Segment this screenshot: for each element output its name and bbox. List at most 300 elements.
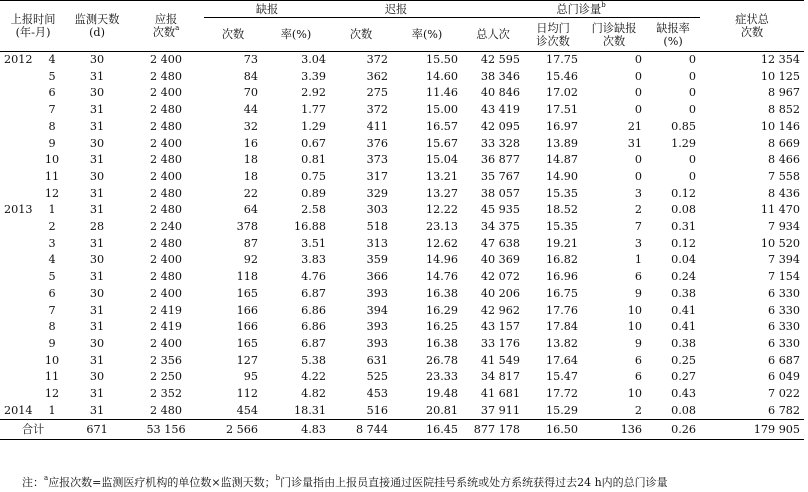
row-total-visits: 40 206 <box>480 286 521 300</box>
row-daily-average: 17.72 <box>546 387 579 401</box>
row-symptom-total: 11 470 <box>760 203 801 217</box>
table-row <box>0 169 804 186</box>
row-missing-rate: 6.87 <box>301 286 327 300</box>
row-expected: 2 480 <box>150 119 183 133</box>
row-month: 11 <box>44 370 60 384</box>
row-daily-average: 17.02 <box>546 86 579 100</box>
row-year <box>0 286 38 303</box>
row-daily-average: 16.97 <box>546 119 579 133</box>
header-expected-line1: 应报 <box>154 13 178 26</box>
row-daily-average: 15.46 <box>546 69 579 83</box>
row-clinic-missing: 6 <box>634 370 643 384</box>
row-daily-average: 14.90 <box>546 169 579 183</box>
row-month: 5 <box>48 69 56 83</box>
row-days: 31 <box>89 153 105 167</box>
row-days: 31 <box>89 103 105 117</box>
header-symptom-line2: 次数 <box>740 26 764 39</box>
row-missing-rate: 0.67 <box>301 136 327 150</box>
header-report-time-line1: 上报时间 <box>10 13 56 26</box>
header-daily-average <box>524 18 582 52</box>
table-row <box>0 303 804 320</box>
table-row <box>0 369 804 386</box>
row-missing-rate: 4.22 <box>301 370 327 384</box>
row-total-visits: 37 911 <box>480 403 521 417</box>
row-missing-count: 165 <box>236 336 259 350</box>
header-clinic-missing-line1: 门诊缺报 <box>591 21 637 35</box>
row-total-visits: 43 157 <box>480 320 521 334</box>
row-missing-rate: 6.86 <box>301 303 327 317</box>
row-year <box>0 236 38 253</box>
row-expected: 2 352 <box>150 387 183 401</box>
row-missing-count: 112 <box>236 387 259 401</box>
header-clinic-missing-line2: 次数 <box>602 34 626 48</box>
row-total-visits: 42 072 <box>480 270 521 284</box>
row-clinic-missing-rate: 0.12 <box>671 186 697 200</box>
row-year <box>0 136 38 153</box>
row-total-visits: 33 328 <box>480 136 521 150</box>
row-year <box>0 269 38 286</box>
row-expected: 2 240 <box>150 220 183 234</box>
row-missing-count: 18 <box>243 153 259 167</box>
row-symptom-total: 7 022 <box>768 387 801 401</box>
row-year <box>0 85 38 102</box>
row-daily-average: 17.64 <box>546 353 579 367</box>
row-days: 31 <box>89 270 105 284</box>
header-symptom-line1: 症状总 <box>735 13 769 26</box>
row-missing-count: 118 <box>236 270 259 284</box>
header-late-count: 次数 <box>330 18 392 52</box>
row-total-visits: 40 369 <box>480 253 521 267</box>
row-total-visits: 33 176 <box>480 336 521 350</box>
row-year <box>0 319 38 336</box>
row-year <box>0 252 38 269</box>
header-missing-rate: 率(%) <box>262 18 330 52</box>
row-missing-rate: 18.31 <box>294 403 327 417</box>
row-symptom-total: 8 669 <box>768 136 801 150</box>
row-clinic-missing-rate: 0 <box>688 169 697 183</box>
header-monitor-days <box>66 1 128 52</box>
row-late-count: 453 <box>366 387 389 401</box>
header-late-rate: 率(%) <box>392 18 462 52</box>
header-report-time-line2: (年-月) <box>15 26 51 39</box>
row-total-visits: 42 095 <box>480 119 521 133</box>
row-late-count: 313 <box>366 236 389 250</box>
row-year: 2012 <box>4 53 33 66</box>
row-late-rate: 13.21 <box>426 169 459 183</box>
total-symptom: 179 905 <box>700 420 804 440</box>
row-year <box>0 186 38 203</box>
row-month: 11 <box>44 169 60 183</box>
row-clinic-missing: 9 <box>634 286 643 300</box>
row-clinic-missing: 9 <box>634 336 643 350</box>
row-daily-average: 16.96 <box>546 270 579 284</box>
table-row <box>0 269 804 286</box>
row-expected: 2 480 <box>150 186 183 200</box>
row-late-rate: 15.50 <box>426 53 459 66</box>
row-missing-count: 22 <box>243 186 259 200</box>
table-row <box>0 353 804 370</box>
header-symptom-total <box>700 1 804 52</box>
row-clinic-missing-rate: 0.27 <box>671 370 697 384</box>
row-month: 7 <box>48 303 56 317</box>
row-late-count: 362 <box>366 69 389 83</box>
row-year: 2014 <box>4 403 33 417</box>
row-clinic-missing: 10 <box>627 303 643 317</box>
total-expected: 53 156 <box>128 420 204 440</box>
footnote-prefix: 注： <box>22 476 44 489</box>
row-late-count: 329 <box>366 186 389 200</box>
row-clinic-missing: 31 <box>627 136 643 150</box>
table-body <box>0 52 804 420</box>
row-late-count: 394 <box>366 303 389 317</box>
row-daily-average: 17.84 <box>546 320 579 334</box>
row-daily-average: 18.52 <box>546 203 579 217</box>
row-year <box>0 152 38 169</box>
row-missing-rate: 4.82 <box>301 387 327 401</box>
row-clinic-missing-rate: 0.08 <box>671 203 697 217</box>
row-late-count: 393 <box>366 336 389 350</box>
row-late-count: 317 <box>366 169 389 183</box>
row-month: 9 <box>48 336 56 350</box>
row-symptom-total: 6 782 <box>768 403 801 417</box>
row-days: 31 <box>89 186 105 200</box>
row-days: 31 <box>89 403 105 417</box>
row-year <box>0 369 38 386</box>
footnote-b-mark: b <box>275 474 281 482</box>
row-late-rate: 15.00 <box>426 103 459 117</box>
row-late-count: 631 <box>366 353 389 367</box>
row-missing-rate: 5.38 <box>301 353 327 367</box>
row-daily-average: 15.47 <box>546 370 579 384</box>
row-total-visits: 38 057 <box>480 186 521 200</box>
row-late-rate: 11.46 <box>426 86 459 100</box>
table-row <box>0 219 804 236</box>
row-total-visits: 34 817 <box>480 370 521 384</box>
header-clinic-rate-line2: (%) <box>663 34 683 48</box>
row-symptom-total: 6 049 <box>768 370 801 384</box>
row-daily-average: 17.51 <box>546 103 579 117</box>
row-late-rate: 19.48 <box>426 387 459 401</box>
table-row <box>0 152 804 169</box>
row-clinic-missing: 2 <box>634 403 643 417</box>
row-missing-rate: 4.76 <box>301 270 327 284</box>
row-daily-average: 13.82 <box>546 336 579 350</box>
row-daily-average: 16.75 <box>546 286 579 300</box>
table-row <box>0 386 804 403</box>
footnote-b-marker: b <box>601 0 606 9</box>
row-month: 10 <box>44 353 60 367</box>
row-expected: 2 400 <box>150 53 183 66</box>
total-label: 合计 <box>0 420 66 440</box>
row-late-rate: 16.29 <box>426 303 459 317</box>
row-month: 9 <box>48 136 56 150</box>
header-missing-count: 次数 <box>204 18 262 52</box>
row-days: 31 <box>89 119 105 133</box>
row-symptom-total: 10 146 <box>760 119 801 133</box>
row-clinic-missing: 0 <box>634 86 643 100</box>
row-days: 30 <box>89 169 105 183</box>
row-symptom-total: 7 934 <box>768 220 801 234</box>
row-clinic-missing: 3 <box>634 186 643 200</box>
row-days: 30 <box>89 370 105 384</box>
table-row <box>0 52 804 69</box>
row-month: 8 <box>48 119 56 133</box>
row-days: 30 <box>89 253 105 267</box>
row-expected: 2 400 <box>150 86 183 100</box>
row-missing-rate: 1.77 <box>301 103 327 117</box>
row-missing-rate: 0.75 <box>301 169 327 183</box>
row-clinic-missing-rate: 0.08 <box>671 403 697 417</box>
row-daily-average: 19.21 <box>546 236 579 250</box>
row-expected: 2 480 <box>150 69 183 83</box>
row-year <box>0 69 38 86</box>
row-year <box>0 102 38 119</box>
footnote-a-marker: a <box>175 24 180 32</box>
row-symptom-total: 6 330 <box>768 303 801 317</box>
row-days: 31 <box>89 353 105 367</box>
row-clinic-missing: 2 <box>634 203 643 217</box>
header-clinic-rate-line1: 缺报率 <box>656 21 690 35</box>
row-missing-count: 166 <box>236 320 259 334</box>
row-daily-average: 15.29 <box>546 403 579 417</box>
row-late-count: 516 <box>366 403 389 417</box>
row-missing-rate: 3.83 <box>301 253 327 267</box>
row-days: 30 <box>89 286 105 300</box>
row-clinic-missing-rate: 0.25 <box>671 353 697 367</box>
row-year <box>0 219 38 236</box>
row-expected: 2 400 <box>150 336 183 350</box>
row-late-rate: 16.38 <box>426 286 459 300</box>
row-clinic-missing-rate: 0.41 <box>671 303 697 317</box>
row-month: 12 <box>44 186 60 200</box>
footnote-b-text: 门诊量指由上报员直接通过医院挂号系统或处方系统获得过去24 h内的总门诊量 <box>280 476 668 489</box>
row-expected: 2 250 <box>150 370 183 384</box>
row-clinic-missing: 0 <box>634 53 643 66</box>
header-late-group: 迟报 <box>330 1 462 18</box>
row-late-count: 518 <box>366 220 389 234</box>
row-late-rate: 14.76 <box>426 270 459 284</box>
row-late-count: 372 <box>366 103 389 117</box>
row-late-count: 376 <box>366 136 389 150</box>
row-month: 4 <box>48 253 56 267</box>
row-symptom-total: 10 125 <box>760 69 801 83</box>
total-visits: 877 178 <box>462 420 524 440</box>
row-symptom-total: 8 436 <box>768 186 801 200</box>
total-clinic-missing-rate: 0.26 <box>646 420 700 440</box>
total-row <box>0 420 804 440</box>
row-late-count: 366 <box>366 270 389 284</box>
row-missing-rate: 16.88 <box>294 220 327 234</box>
row-missing-rate: 0.89 <box>301 186 327 200</box>
header-daily-line1: 日均门 <box>536 21 570 35</box>
row-late-count: 525 <box>366 370 389 384</box>
row-days: 31 <box>89 236 105 250</box>
row-clinic-missing-rate: 0.31 <box>671 220 697 234</box>
row-year <box>0 336 38 353</box>
row-late-rate: 14.60 <box>426 69 459 83</box>
row-symptom-total: 8 852 <box>768 103 801 117</box>
row-late-rate: 12.62 <box>426 236 459 250</box>
row-clinic-missing: 21 <box>627 119 643 133</box>
row-clinic-missing: 0 <box>634 103 643 117</box>
row-clinic-missing-rate: 0.04 <box>671 253 697 267</box>
row-late-rate: 16.57 <box>426 119 459 133</box>
row-days: 31 <box>89 69 105 83</box>
table-footnote <box>22 474 668 490</box>
row-missing-count: 18 <box>243 169 259 183</box>
row-month: 6 <box>48 86 56 100</box>
row-year <box>0 386 38 403</box>
table-row <box>0 202 804 219</box>
row-missing-count: 44 <box>243 103 259 117</box>
row-late-count: 303 <box>366 203 389 217</box>
table-row <box>0 336 804 353</box>
row-clinic-missing-rate: 0.43 <box>671 387 697 401</box>
row-clinic-missing-rate: 0.24 <box>671 270 697 284</box>
row-symptom-total: 6 330 <box>768 320 801 334</box>
row-month: 7 <box>48 103 56 117</box>
header-clinic-missing-rate <box>646 18 700 52</box>
row-clinic-missing: 0 <box>634 153 643 167</box>
row-month: 5 <box>48 270 56 284</box>
table-row <box>0 286 804 303</box>
row-clinic-missing: 10 <box>627 320 643 334</box>
row-late-rate: 20.81 <box>426 403 459 417</box>
row-missing-rate: 6.86 <box>301 320 327 334</box>
row-symptom-total: 12 354 <box>760 53 801 66</box>
row-clinic-missing-rate: 0 <box>688 53 697 66</box>
table-header <box>0 1 804 52</box>
row-month: 2 <box>48 220 56 234</box>
table-row <box>0 119 804 136</box>
row-late-rate: 12.22 <box>426 203 459 217</box>
row-symptom-total: 7 154 <box>768 270 801 284</box>
row-days: 30 <box>89 136 105 150</box>
row-month: 6 <box>48 286 56 300</box>
row-month: 8 <box>48 320 56 334</box>
total-clinic-missing: 136 <box>582 420 646 440</box>
total-daily-average: 16.50 <box>524 420 582 440</box>
row-total-visits: 42 595 <box>480 53 521 66</box>
row-symptom-total: 7 558 <box>768 169 801 183</box>
row-clinic-missing: 6 <box>634 353 643 367</box>
row-missing-count: 378 <box>236 220 259 234</box>
row-missing-count: 73 <box>243 53 259 66</box>
row-missing-count: 32 <box>243 119 259 133</box>
row-missing-rate: 3.04 <box>301 53 327 66</box>
row-expected: 2 400 <box>150 136 183 150</box>
footnote-a-text: 应报次数=监测医疗机构的单位数×监测天数； <box>48 476 276 489</box>
row-daily-average: 17.76 <box>546 303 579 317</box>
header-clinic-missing <box>582 18 646 52</box>
row-late-rate: 16.38 <box>426 336 459 350</box>
row-clinic-missing-rate: 0 <box>688 103 697 117</box>
row-late-rate: 26.78 <box>426 353 459 367</box>
row-days: 31 <box>89 203 105 217</box>
row-clinic-missing: 0 <box>634 69 643 83</box>
table-row <box>0 236 804 253</box>
footnote-a-mark: a <box>44 474 49 482</box>
total-late-count: 8 744 <box>330 420 392 440</box>
row-late-rate: 23.33 <box>426 370 459 384</box>
row-year: 2013 <box>4 203 33 217</box>
row-clinic-missing-rate: 0.12 <box>671 236 697 250</box>
row-total-visits: 36 877 <box>480 153 521 167</box>
row-total-visits: 40 846 <box>480 86 521 100</box>
row-clinic-missing: 0 <box>634 169 643 183</box>
row-clinic-missing: 3 <box>634 236 643 250</box>
row-total-visits: 43 419 <box>480 103 521 117</box>
row-daily-average: 16.82 <box>546 253 579 267</box>
table-row <box>0 319 804 336</box>
row-late-count: 275 <box>366 86 389 100</box>
row-symptom-total: 7 394 <box>768 253 801 267</box>
total-days: 671 <box>66 420 128 440</box>
row-expected: 2 480 <box>150 236 183 250</box>
row-expected: 2 419 <box>150 320 183 334</box>
row-missing-rate: 2.92 <box>301 86 327 100</box>
row-late-count: 411 <box>366 119 389 133</box>
row-missing-count: 64 <box>243 203 259 217</box>
row-clinic-missing: 7 <box>634 220 643 234</box>
row-year <box>0 119 38 136</box>
row-late-rate: 15.67 <box>426 136 459 150</box>
row-clinic-missing-rate: 0 <box>688 153 697 167</box>
row-late-count: 372 <box>366 53 389 66</box>
total-missing-count: 2 566 <box>204 420 262 440</box>
row-missing-count: 84 <box>243 69 259 83</box>
row-expected: 2 400 <box>150 286 183 300</box>
header-monitor-days-line2: (d) <box>89 26 105 39</box>
total-late-rate: 16.45 <box>392 420 462 440</box>
row-days: 30 <box>89 53 105 66</box>
row-late-rate: 13.27 <box>426 186 459 200</box>
row-total-visits: 42 962 <box>480 303 521 317</box>
row-symptom-total: 10 520 <box>760 236 801 250</box>
row-clinic-missing-rate: 1.29 <box>671 136 697 150</box>
row-total-visits: 41 549 <box>480 353 521 367</box>
header-total-visits: 总人次 <box>462 18 524 52</box>
header-expected-line2: 次数 <box>152 26 176 39</box>
row-expected: 2 400 <box>150 253 183 267</box>
row-month: 4 <box>48 53 56 66</box>
row-clinic-missing-rate: 0 <box>688 69 697 83</box>
row-missing-rate: 2.58 <box>301 203 327 217</box>
row-late-rate: 15.04 <box>426 153 459 167</box>
header-monitor-days-line1: 监测天数 <box>74 13 120 26</box>
row-missing-rate: 3.51 <box>301 236 327 250</box>
row-expected: 2 480 <box>150 103 183 117</box>
header-outpatient-group <box>462 1 700 18</box>
row-clinic-missing-rate: 0.38 <box>671 286 697 300</box>
row-clinic-missing-rate: 0.38 <box>671 336 697 350</box>
row-days: 30 <box>89 336 105 350</box>
row-late-count: 373 <box>366 153 389 167</box>
row-missing-count: 127 <box>236 353 259 367</box>
row-total-visits: 47 638 <box>480 236 521 250</box>
header-outpatient-label: 总门诊量 <box>556 2 602 16</box>
row-late-rate: 16.25 <box>426 320 459 334</box>
row-days: 30 <box>89 86 105 100</box>
row-expected: 2 356 <box>150 353 183 367</box>
row-days: 31 <box>89 303 105 317</box>
row-total-visits: 38 346 <box>480 69 521 83</box>
row-missing-count: 165 <box>236 286 259 300</box>
row-total-visits: 34 375 <box>480 220 521 234</box>
row-missing-count: 95 <box>243 370 259 384</box>
row-missing-count: 87 <box>243 236 259 250</box>
row-missing-count: 16 <box>243 136 259 150</box>
